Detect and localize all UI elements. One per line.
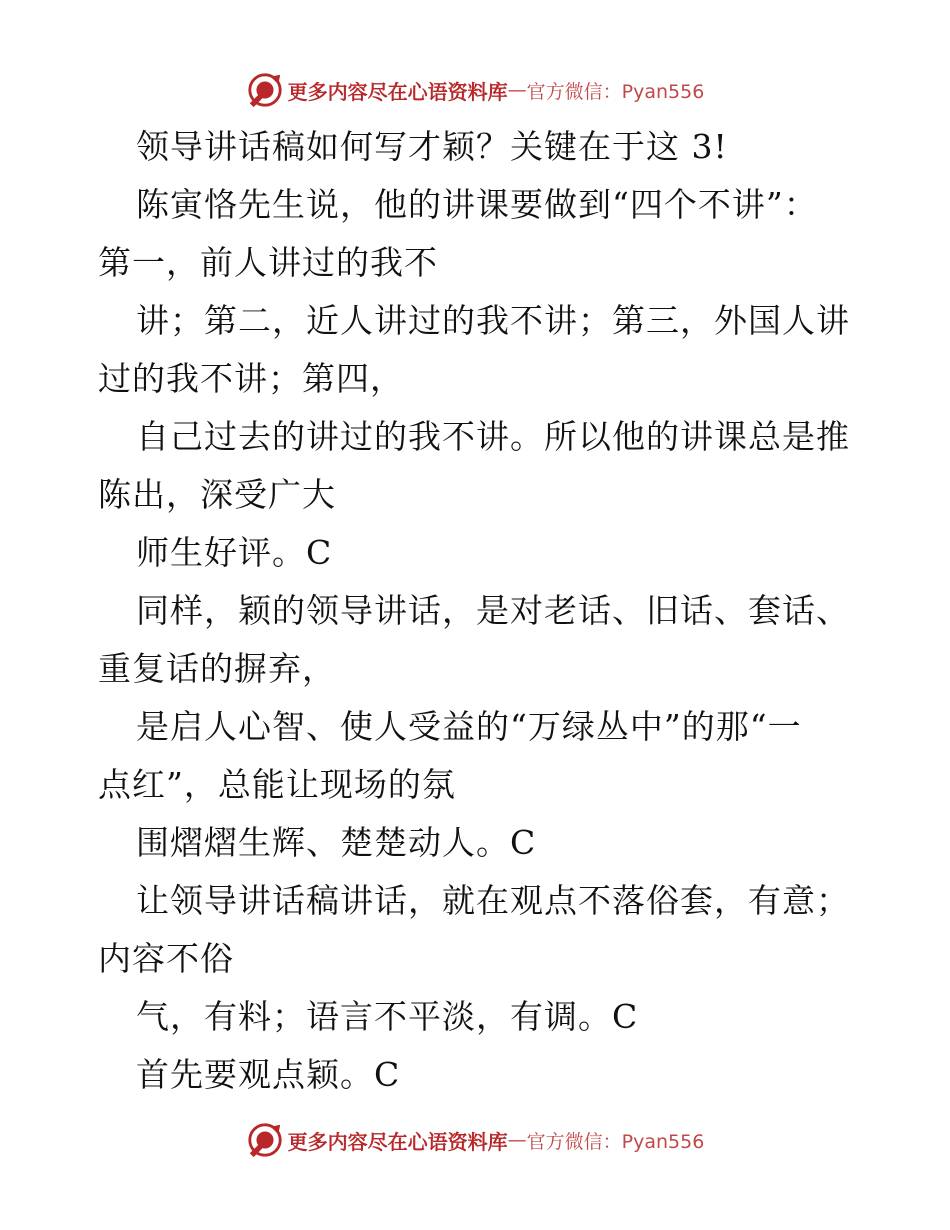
title-line: 领导讲话稿如何写才颖？关键在于这 3! [136,127,728,166]
document-body [98,118,858,1104]
text-line: 同样，颖的领导讲话，是对老话、旧话、套话、 [136,591,850,630]
text-line: 陈寅恪先生说，他的讲课要做到“四个不讲”： [136,185,818,224]
text-line: 内容不俗 [98,939,234,978]
watermark-contact: 官方微信：Pyan556 [526,80,705,103]
watermark-dash: — [507,1129,527,1151]
text-line: 首先要观点颖。C [136,1055,401,1094]
text-line: 陈出，深受广大 [98,475,336,514]
text-line: 自己过去的讲过的我不讲。所以他的讲课总是推 [136,417,850,456]
footer-watermark [0,1120,950,1160]
header-watermark [0,70,950,110]
text-line: 是启人心智、使人受益的“万绿丛中”的那“一 [136,707,802,746]
watermark-dash: — [507,79,527,101]
text-line: 让领导讲话稿讲话，就在观点不落俗套，有意； [136,881,850,920]
watermark-contact: 官方微信：Pyan556 [526,1130,705,1153]
watermark-text: 更多内容尽在心语资料库 [287,1129,508,1154]
text-line: 师生好评。C [136,533,333,572]
text-line: 重复话的摒弃， [98,649,336,688]
pen-logo-icon [246,1121,284,1159]
watermark-text: 更多内容尽在心语资料库 [287,79,508,104]
text-line: 点红”，总能让现场的氛 [98,765,456,804]
pen-logo-icon [246,71,284,109]
text-line: 第一，前人讲过的我不 [98,243,438,282]
text-line: 过的我不讲；第四， [98,359,404,398]
text-line: 讲；第二，近人讲过的我不讲；第三，外国人讲 [136,301,850,340]
text-line: 气，有料；语言不平淡，有调。C [136,997,639,1036]
text-line: 围熠熠生辉、楚楚动人。C [136,823,537,862]
